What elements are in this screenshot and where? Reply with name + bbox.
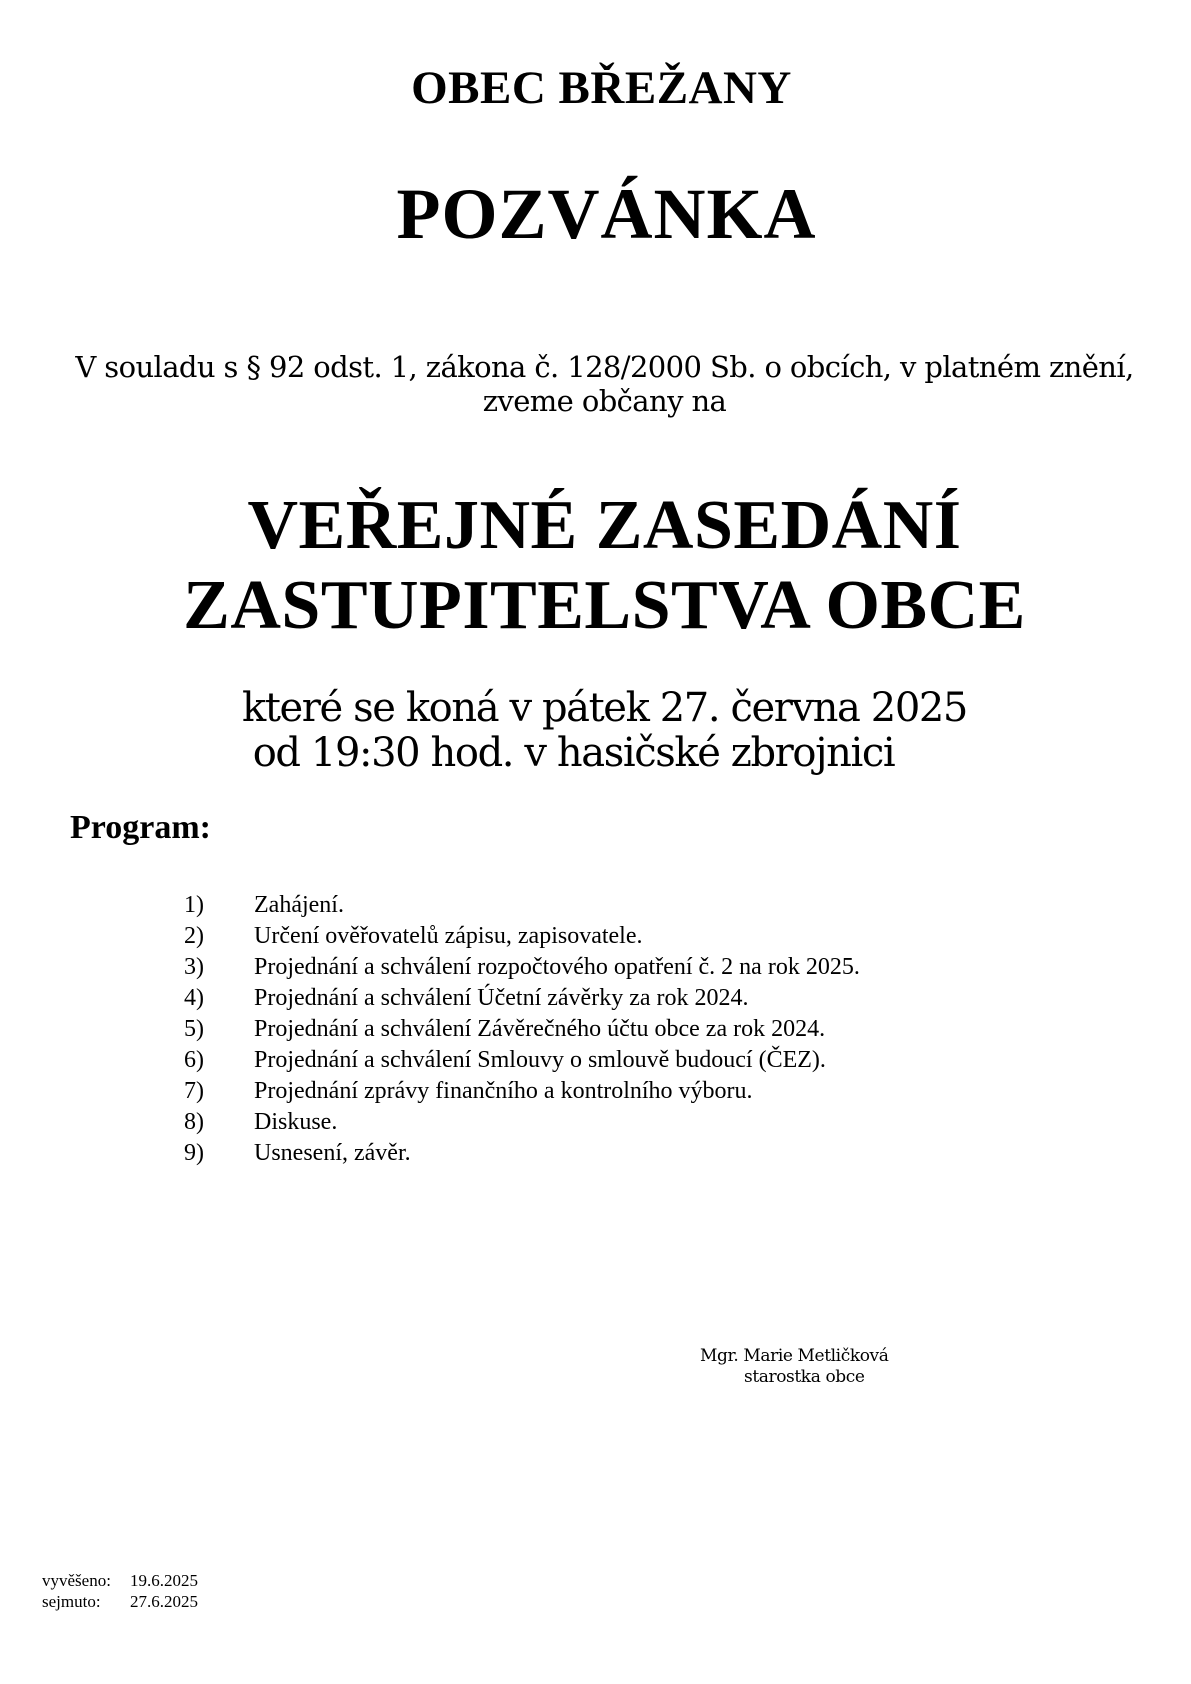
program-item: [184, 952, 860, 983]
meeting-title: [0, 486, 1191, 646]
intro-paragraph: [0, 350, 1191, 418]
program-item-number: 7): [184, 1078, 204, 1104]
posted-date: 19.6.2025: [130, 1571, 198, 1590]
program-item-text: Projednání a schválení rozpočtového opatření č. 2 na rok 2025.: [254, 954, 860, 980]
program-item-text: Projednání a schválení Účetní závěrky za rok 2024.: [254, 985, 749, 1011]
program-item-text: Projednání a schválení Závěrečného účtu obce za rok 2024.: [254, 1016, 826, 1042]
document-title: POZVÁNKA: [396, 174, 817, 254]
program-item: [184, 1076, 860, 1107]
intro-line-2: zveme občany na: [482, 384, 727, 418]
program-item-text: Zahájení.: [254, 892, 344, 918]
meeting-date: které se koná v pátek 27. června 2025: [242, 685, 967, 731]
program-item: [184, 1014, 860, 1045]
program-item-number: 6): [184, 1047, 204, 1073]
meeting-date-place: [0, 686, 1191, 776]
program-item-number: 5): [184, 1016, 204, 1042]
program-item-text: Určení ověřovatelů zápisu, zapisovatele.: [254, 923, 643, 949]
program-item-text: Diskuse.: [254, 1109, 338, 1135]
program-item: [184, 983, 860, 1014]
posting-dates: [42, 1570, 198, 1612]
program-item-number: 3): [184, 954, 204, 980]
program-item: [184, 1045, 860, 1076]
removed-label: sejmuto:: [42, 1592, 101, 1611]
program-item-text: Projednání a schválení Smlouvy o smlouvě budoucí (ČEZ).: [254, 1047, 826, 1073]
program-item: [184, 1107, 860, 1138]
program-item-number: 9): [184, 1140, 204, 1166]
program-item: [184, 1138, 860, 1169]
posted-label: vyvěšeno:: [42, 1571, 111, 1590]
signature-block: [700, 1346, 889, 1388]
program-item-text: Projednání zprávy finančního a kontrolního výboru.: [254, 1078, 753, 1104]
program-item-number: 4): [184, 985, 204, 1011]
program-item-number: 8): [184, 1109, 204, 1135]
program-list: [184, 890, 860, 1169]
signatory-name: Mgr. Marie Metličková: [700, 1346, 889, 1366]
program-item-text: Usnesení, závěr.: [254, 1140, 411, 1166]
removed-date: 27.6.2025: [130, 1592, 198, 1611]
meeting-title-line-2: ZASTUPITELSTVA OBCE: [183, 567, 1026, 644]
meeting-time-place: od 19:30 hod. v hasičské zbrojnici: [252, 730, 895, 776]
program-item-number: 1): [184, 892, 204, 918]
meeting-title-line-1: VEŘEJNÉ ZASEDÁNÍ: [247, 487, 962, 564]
program-item: [184, 921, 860, 952]
posted-row: [42, 1570, 198, 1591]
program-heading: Program:: [70, 809, 211, 846]
program-item: [184, 890, 860, 921]
intro-line-1: V souladu s § 92 odst. 1, zákona č. 128/2000 Sb. o obcích, v platném znění,: [75, 350, 1134, 384]
municipality-name: OBEC BŘEŽANY: [411, 62, 792, 114]
signatory-role: starostka obce: [744, 1367, 865, 1387]
removed-row: [42, 1591, 198, 1612]
program-item-number: 2): [184, 923, 204, 949]
